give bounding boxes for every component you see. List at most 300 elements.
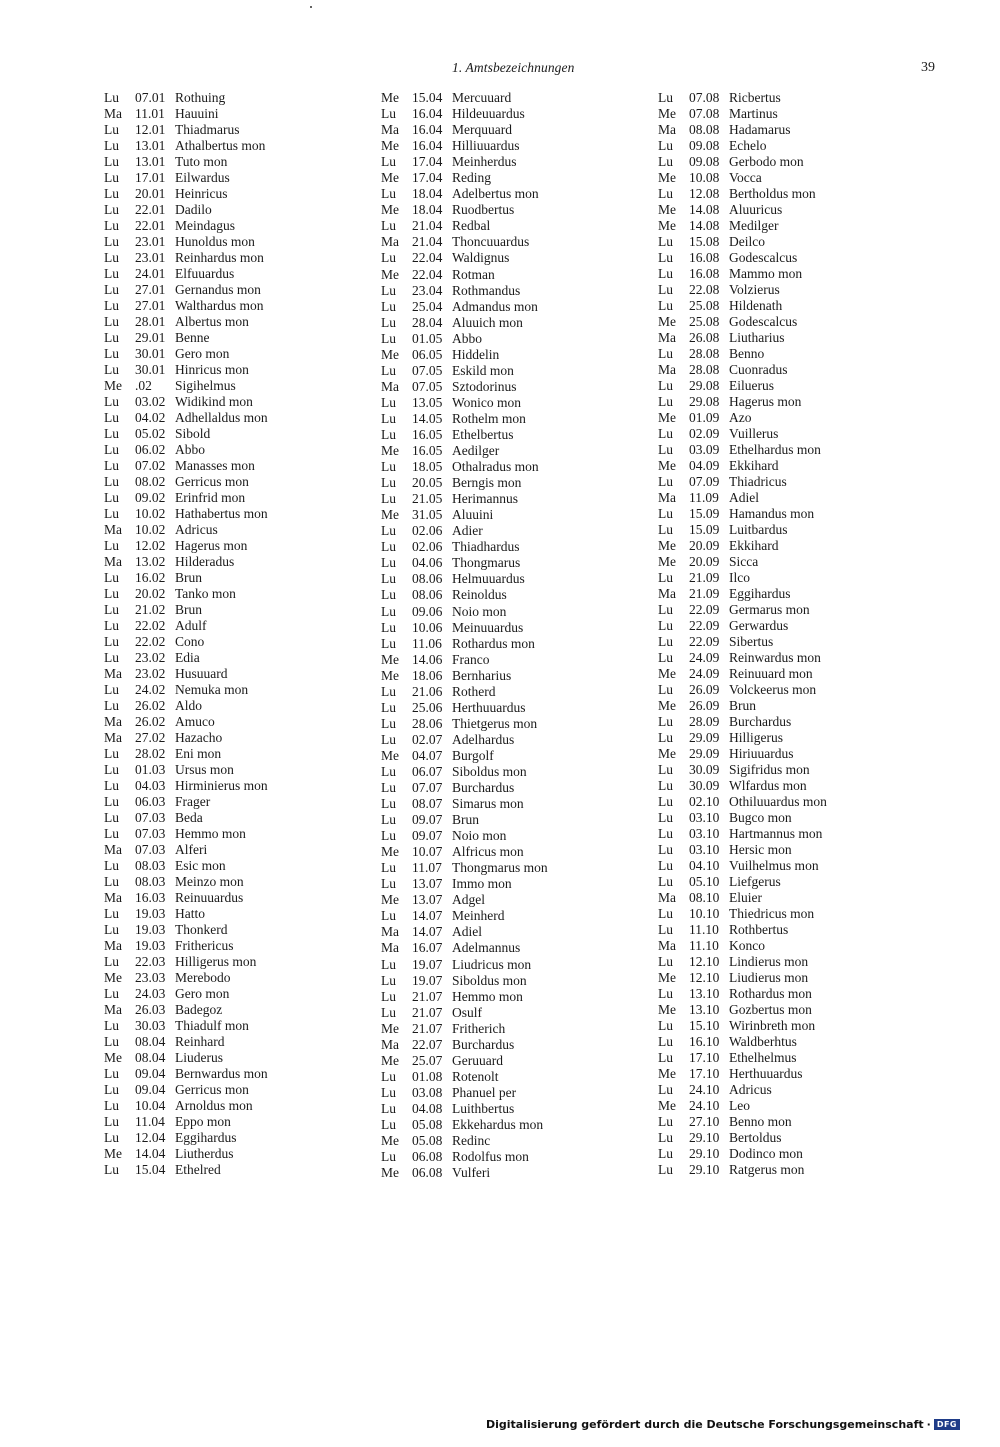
entry-date: 13.07 xyxy=(412,892,443,908)
office-abbreviation: Me xyxy=(658,106,676,121)
office-abbreviation: Me xyxy=(381,1165,399,1181)
entry-date: 30.01 xyxy=(135,362,166,377)
register-entry xyxy=(658,314,948,330)
register-entry xyxy=(381,1069,671,1085)
person-name: Rothbertus xyxy=(729,922,789,937)
entry-date: 24.01 xyxy=(135,266,166,281)
person-name: Ethelhardus mon xyxy=(729,442,821,457)
office-abbreviation: Lu xyxy=(381,1004,396,1020)
office-abbreviation: Lu xyxy=(658,810,673,825)
person-name: Merebodo xyxy=(175,970,231,985)
entry-date: 06.07 xyxy=(412,763,443,779)
register-entry xyxy=(381,138,671,154)
entry-date: 08.06 xyxy=(412,587,443,603)
office-abbreviation: Me xyxy=(658,170,676,185)
office-abbreviation: Lu xyxy=(381,699,396,715)
person-name: Liuderus xyxy=(175,1050,223,1065)
entry-date: 04.02 xyxy=(135,410,166,425)
entry-date: 04.06 xyxy=(412,555,443,571)
office-abbreviation: Me xyxy=(381,844,399,860)
person-name: Rothardus mon xyxy=(729,986,812,1001)
register-entry xyxy=(381,844,671,860)
register-entry xyxy=(104,730,394,746)
person-name: Hathabertus mon xyxy=(175,506,268,521)
person-name: Hunoldus mon xyxy=(175,234,255,249)
office-abbreviation: Lu xyxy=(381,154,396,170)
person-name: Leo xyxy=(729,1098,750,1113)
register-entry xyxy=(658,426,948,442)
entry-date: 13.01 xyxy=(135,138,166,153)
person-name: Rothuing xyxy=(175,90,226,105)
register-entry xyxy=(381,1085,671,1101)
register-entry xyxy=(381,539,671,555)
person-name: Helmuuardus xyxy=(452,571,525,587)
person-name: Gerwardus xyxy=(729,618,789,633)
register-entry xyxy=(381,395,671,411)
entry-date: 24.10 xyxy=(689,1082,720,1097)
office-abbreviation: Lu xyxy=(104,746,119,761)
office-abbreviation: Lu xyxy=(104,506,119,521)
person-name: Hagerus mon xyxy=(175,538,248,553)
register-entry xyxy=(104,1114,394,1130)
office-abbreviation: Lu xyxy=(658,90,673,105)
entry-date: 12.10 xyxy=(689,970,720,985)
register-entry xyxy=(381,186,671,202)
person-name: Azo xyxy=(729,410,752,425)
register-entry xyxy=(381,154,671,170)
office-abbreviation: Me xyxy=(658,698,676,713)
entry-date: 22.07 xyxy=(412,1036,443,1052)
office-abbreviation: Lu xyxy=(104,538,119,553)
register-entry xyxy=(104,602,394,618)
entry-date: 29.09 xyxy=(689,730,720,745)
person-name: Hadamarus xyxy=(729,122,791,137)
entry-date: 23.04 xyxy=(412,282,443,298)
person-name: Eni mon xyxy=(175,746,222,761)
register-entry xyxy=(658,522,948,538)
entry-date: 07.03 xyxy=(135,842,166,857)
register-entry xyxy=(658,1034,948,1050)
register-entry xyxy=(104,986,394,1002)
person-name: Gerricus mon xyxy=(175,1082,249,1097)
register-entry xyxy=(658,1018,948,1034)
office-abbreviation: Lu xyxy=(381,250,396,266)
person-name: Liutharius xyxy=(729,330,785,345)
register-entry xyxy=(104,538,394,554)
entry-date: 30.03 xyxy=(135,1018,166,1033)
office-abbreviation: Lu xyxy=(658,634,673,649)
person-name: Eilwardus xyxy=(175,170,230,185)
person-name: Gerricus mon xyxy=(175,474,249,489)
register-entry xyxy=(658,362,948,378)
entry-date: 20.02 xyxy=(135,586,166,601)
entry-date: 26.09 xyxy=(689,682,720,697)
entry-date: 23.01 xyxy=(135,234,166,249)
entry-date: 05.10 xyxy=(689,874,720,889)
office-abbreviation: Lu xyxy=(104,954,119,969)
register-entry xyxy=(658,698,948,714)
office-abbreviation: Lu xyxy=(104,1130,119,1145)
register-column-2 xyxy=(381,90,671,1181)
person-name: Gero mon xyxy=(175,346,230,361)
entry-date: 27.10 xyxy=(689,1114,720,1129)
office-abbreviation: Lu xyxy=(381,459,396,475)
person-name: Hiriuuardus xyxy=(729,746,794,761)
office-abbreviation: Lu xyxy=(658,858,673,873)
register-entry xyxy=(381,604,671,620)
person-name: Brun xyxy=(175,602,202,617)
entry-date: 26.09 xyxy=(689,698,720,713)
register-entry xyxy=(381,924,671,940)
register-entry xyxy=(104,154,394,170)
entry-date: 29.10 xyxy=(689,1162,720,1177)
entry-date: 21.09 xyxy=(689,586,720,601)
person-name: Osulf xyxy=(452,1004,482,1020)
office-abbreviation: Lu xyxy=(104,426,119,441)
register-entry xyxy=(381,299,671,315)
office-abbreviation: Me xyxy=(381,1133,399,1149)
entry-date: 08.08 xyxy=(689,122,720,137)
office-abbreviation: Lu xyxy=(381,298,396,314)
entry-date: 22.01 xyxy=(135,218,166,233)
person-name: Benne xyxy=(175,330,210,345)
entry-date: 28.06 xyxy=(412,715,443,731)
register-column-3 xyxy=(658,90,948,1178)
register-entry xyxy=(104,522,394,538)
entry-date: 03.02 xyxy=(135,394,166,409)
entry-date: 27.01 xyxy=(135,282,166,297)
page-number: 39 xyxy=(921,60,935,75)
register-entry xyxy=(381,636,671,652)
office-abbreviation: Ma xyxy=(658,890,676,905)
person-name: Mammo mon xyxy=(729,266,803,281)
register-entry xyxy=(658,250,948,266)
person-name: Adricus xyxy=(729,1082,772,1097)
office-abbreviation: Lu xyxy=(658,922,673,937)
office-abbreviation: Lu xyxy=(104,90,119,105)
person-name: Thiedricus mon xyxy=(729,906,815,921)
register-entry xyxy=(658,378,948,394)
person-name: Bertholdus mon xyxy=(729,186,816,201)
office-abbreviation: Lu xyxy=(104,362,119,377)
person-name: Phanuel per xyxy=(452,1084,517,1100)
person-name: Sibertus xyxy=(729,634,774,649)
entry-date: 18.04 xyxy=(412,202,443,218)
person-name: Ethelhelmus xyxy=(729,1050,797,1065)
person-name: Wlfardus mon xyxy=(729,778,807,793)
person-name: Herthuuardus xyxy=(452,699,526,715)
office-abbreviation: Lu xyxy=(104,330,119,345)
register-entry xyxy=(381,652,671,668)
register-entry xyxy=(658,458,948,474)
register-entry xyxy=(658,170,948,186)
entry-date: 08.04 xyxy=(135,1034,166,1049)
entry-date: 14.05 xyxy=(412,410,443,426)
person-name: Hirminierus mon xyxy=(175,778,268,793)
office-abbreviation: Lu xyxy=(658,282,673,297)
register-entry xyxy=(658,282,948,298)
register-entry xyxy=(658,346,948,362)
register-entry xyxy=(381,989,671,1005)
register-entry xyxy=(381,587,671,603)
office-abbreviation: Ma xyxy=(104,106,122,121)
register-entry xyxy=(658,778,948,794)
office-abbreviation: Lu xyxy=(104,410,119,425)
person-name: Adelbertus mon xyxy=(452,186,539,202)
office-abbreviation: Lu xyxy=(381,972,396,988)
entry-date: 12.01 xyxy=(135,122,166,137)
register-entry xyxy=(104,106,394,122)
office-abbreviation: Lu xyxy=(658,874,673,889)
person-name: Hilligerus xyxy=(729,730,783,745)
person-name: Adulf xyxy=(175,618,207,633)
entry-date: 26.02 xyxy=(135,698,166,713)
office-abbreviation: Lu xyxy=(104,458,119,473)
person-name: Thongmarus mon xyxy=(452,860,548,876)
register-entry xyxy=(381,411,671,427)
office-abbreviation: Me xyxy=(104,1050,122,1065)
person-name: Rotman xyxy=(452,266,495,282)
person-name: Meinzo mon xyxy=(175,874,244,889)
office-abbreviation: Lu xyxy=(658,522,673,537)
office-abbreviation: Lu xyxy=(381,1149,396,1165)
register-entry xyxy=(658,666,948,682)
entry-date: 16.05 xyxy=(412,426,443,442)
register-entry xyxy=(658,682,948,698)
register-entry xyxy=(104,250,394,266)
entry-date: 29.08 xyxy=(689,394,720,409)
entry-date: 05.08 xyxy=(412,1117,443,1132)
entry-date: 21.04 xyxy=(412,218,443,234)
register-entry xyxy=(658,1114,948,1130)
person-name: Abbo xyxy=(452,330,482,346)
office-abbreviation: Lu xyxy=(104,858,119,873)
entry-date: 14.08 xyxy=(689,202,720,217)
register-entry xyxy=(658,138,948,154)
office-abbreviation: Me xyxy=(658,202,676,217)
register-entry xyxy=(658,826,948,842)
person-name: Othiluuardus mon xyxy=(729,794,827,809)
person-name: Erinfrid mon xyxy=(175,490,246,505)
register-entry xyxy=(381,507,671,523)
person-name: Liudricus mon xyxy=(452,956,532,972)
dfg-logo: DFG xyxy=(934,1419,960,1430)
entry-date: 15.04 xyxy=(135,1162,166,1177)
person-name: Liutherdus xyxy=(175,1146,234,1161)
register-entry xyxy=(381,796,671,812)
register-entry xyxy=(658,1130,948,1146)
register-entry xyxy=(658,1098,948,1114)
person-name: Bugco mon xyxy=(729,810,792,825)
office-abbreviation: Lu xyxy=(658,138,673,153)
register-entry xyxy=(381,716,671,732)
register-entry xyxy=(381,620,671,636)
office-abbreviation: Lu xyxy=(104,922,119,937)
entry-date: 16.02 xyxy=(135,570,166,585)
register-entry xyxy=(104,346,394,362)
register-entry xyxy=(658,714,948,730)
person-name: Ilco xyxy=(729,570,750,585)
register-entry xyxy=(381,860,671,876)
entry-date: 13.02 xyxy=(135,554,166,569)
entry-date: 24.02 xyxy=(135,682,166,697)
entry-date: 09.08 xyxy=(689,138,720,153)
office-abbreviation: Ma xyxy=(381,940,399,956)
entry-date: 24.09 xyxy=(689,650,720,665)
office-abbreviation: Ma xyxy=(381,924,399,940)
register-entry xyxy=(381,90,671,106)
register-entry xyxy=(381,170,671,186)
person-name: Bertoldus xyxy=(729,1130,782,1145)
office-abbreviation: Lu xyxy=(658,1050,673,1065)
office-abbreviation: Me xyxy=(658,1002,676,1017)
person-name: Hinricus mon xyxy=(175,362,249,377)
register-entry xyxy=(104,490,394,506)
person-name: Aluuich mon xyxy=(452,314,523,330)
person-name: Medilger xyxy=(729,218,779,233)
office-abbreviation: Lu xyxy=(381,603,396,619)
office-abbreviation: Lu xyxy=(381,282,396,298)
person-name: Vuilhelmus mon xyxy=(729,858,819,873)
person-name: Thiadhardus xyxy=(452,539,520,555)
office-abbreviation: Ma xyxy=(104,842,122,857)
person-name: Eluier xyxy=(729,890,762,905)
entry-date: 11.01 xyxy=(135,106,165,121)
register-entry xyxy=(104,890,394,906)
person-name: Godescalcus xyxy=(729,314,798,329)
register-entry xyxy=(658,442,948,458)
office-abbreviation: Lu xyxy=(104,650,119,665)
entry-date: 08.03 xyxy=(135,874,166,889)
register-entry xyxy=(381,908,671,924)
register-entry xyxy=(104,410,394,426)
register-entry xyxy=(381,700,671,716)
entry-date: 04.10 xyxy=(689,858,720,873)
office-abbreviation: Lu xyxy=(658,394,673,409)
office-abbreviation: Lu xyxy=(381,410,396,426)
register-entry xyxy=(104,858,394,874)
entry-date: 01.09 xyxy=(689,410,720,425)
entry-date: 20.09 xyxy=(689,538,720,553)
register-entry xyxy=(104,874,394,890)
register-entry xyxy=(104,634,394,650)
person-name: Redbal xyxy=(452,218,491,234)
entry-date: 15.09 xyxy=(689,506,720,521)
entry-date: 18.04 xyxy=(412,186,443,202)
office-abbreviation: Ma xyxy=(104,522,122,537)
register-entry xyxy=(658,730,948,746)
person-name: Alfricus mon xyxy=(452,844,524,860)
register-entry xyxy=(381,1133,671,1149)
entry-date: 18.06 xyxy=(412,667,443,683)
entry-date: 11.10 xyxy=(689,938,719,953)
person-name: Burchardus xyxy=(729,714,792,729)
person-name: Burchardus xyxy=(452,780,515,796)
register-entry xyxy=(104,954,394,970)
entry-date: 19.07 xyxy=(412,972,443,988)
office-abbreviation: Lu xyxy=(104,906,119,921)
office-abbreviation: Lu xyxy=(104,298,119,313)
office-abbreviation: Lu xyxy=(104,794,119,809)
office-abbreviation: Me xyxy=(658,410,676,425)
person-name: Othalradus mon xyxy=(452,459,539,475)
entry-date: 04.07 xyxy=(412,747,443,763)
entry-date: 22.04 xyxy=(412,266,443,282)
register-entry xyxy=(381,748,671,764)
entry-date: 02.10 xyxy=(689,794,720,809)
register-entry xyxy=(381,940,671,956)
entry-date: 07.08 xyxy=(689,90,720,105)
entry-date: 15.09 xyxy=(689,522,720,537)
entry-date: 11.04 xyxy=(135,1114,165,1129)
entry-date: 09.07 xyxy=(412,828,443,844)
office-abbreviation: Lu xyxy=(381,523,396,539)
entry-date: 07.01 xyxy=(135,90,166,105)
register-entry xyxy=(658,234,948,250)
office-abbreviation: Lu xyxy=(381,1084,396,1100)
entry-date: 05.08 xyxy=(412,1133,443,1149)
office-abbreviation: Lu xyxy=(104,570,119,585)
running-header: 1. Amtsbezeichnungen xyxy=(452,60,575,75)
office-abbreviation: Lu xyxy=(104,1066,119,1081)
register-entry xyxy=(658,1050,948,1066)
office-abbreviation: Lu xyxy=(381,635,396,651)
office-abbreviation: Lu xyxy=(658,1114,673,1129)
register-entry xyxy=(104,826,394,842)
register-entry xyxy=(658,586,948,602)
register-entry xyxy=(658,746,948,762)
entry-date: 17.04 xyxy=(412,170,443,186)
register-entry xyxy=(104,506,394,522)
office-abbreviation: Lu xyxy=(104,698,119,713)
register-entry xyxy=(104,314,394,330)
person-name: Ethelred xyxy=(175,1162,221,1177)
register-entry xyxy=(104,90,394,106)
office-abbreviation: Lu xyxy=(658,1130,673,1145)
entry-date: 07.09 xyxy=(689,474,720,489)
person-name: Burgolf xyxy=(452,747,494,763)
person-name: Admandus mon xyxy=(452,298,538,314)
register-entry xyxy=(381,363,671,379)
register-entry xyxy=(381,828,671,844)
office-abbreviation: Me xyxy=(658,314,676,329)
person-name: Rotenolt xyxy=(452,1068,499,1084)
person-name: Konco xyxy=(729,938,765,953)
entry-date: 09.02 xyxy=(135,490,166,505)
office-abbreviation: Ma xyxy=(658,122,676,137)
entry-date: 14.08 xyxy=(689,218,720,233)
person-name: Meinuuardus xyxy=(452,619,524,635)
person-name: Vuillerus xyxy=(729,426,779,441)
register-entry xyxy=(381,315,671,331)
entry-date: 22.09 xyxy=(689,618,720,633)
register-entry xyxy=(381,1021,671,1037)
person-name: Badegoz xyxy=(175,1002,223,1017)
entry-date: 27.02 xyxy=(135,730,166,745)
register-entry xyxy=(658,650,948,666)
entry-date: 01.05 xyxy=(412,330,443,346)
register-entry xyxy=(104,474,394,490)
entry-date: 29.01 xyxy=(135,330,166,345)
person-name: Arnoldus mon xyxy=(175,1098,253,1113)
entry-date: 19.03 xyxy=(135,938,166,953)
register-entry xyxy=(104,138,394,154)
register-entry xyxy=(104,426,394,442)
person-name: Adelhardus xyxy=(452,731,515,747)
office-abbreviation: Lu xyxy=(381,908,396,924)
person-name: Liefgerus xyxy=(729,874,781,889)
office-abbreviation: Lu xyxy=(104,874,119,889)
